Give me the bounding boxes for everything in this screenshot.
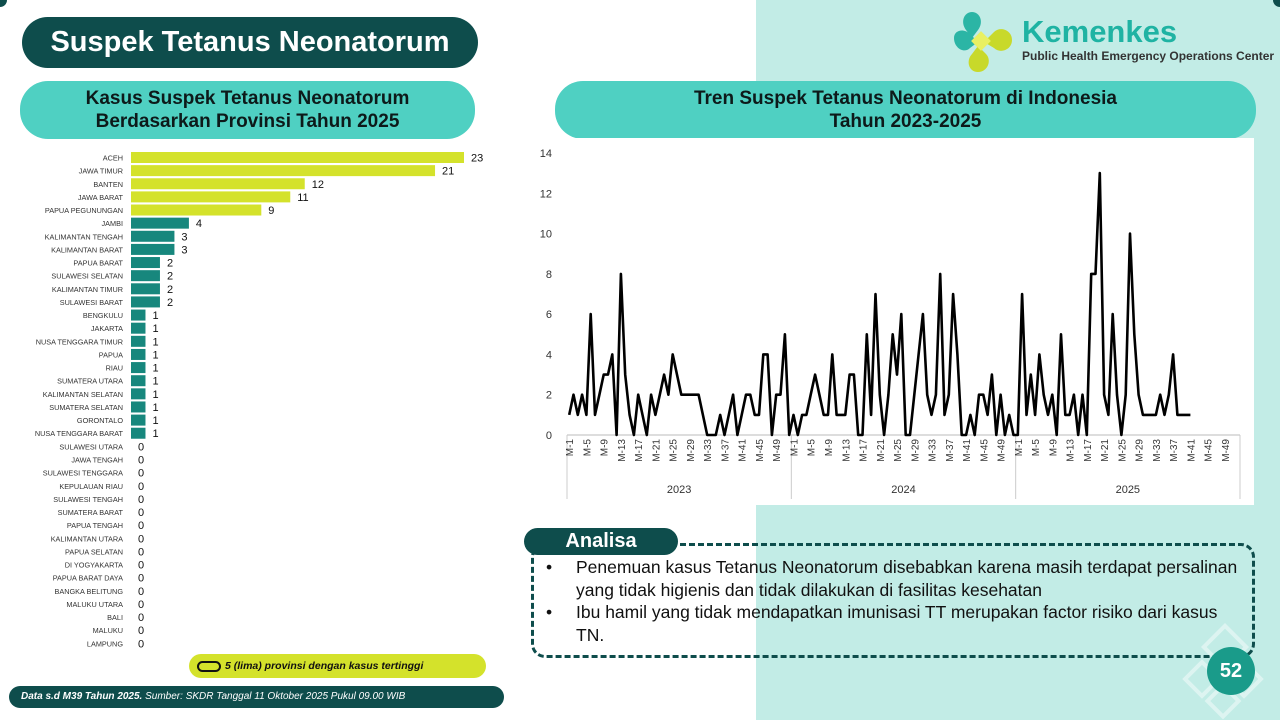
bar-value-label: 0 xyxy=(138,559,145,572)
bar-value-label: 1 xyxy=(152,428,159,441)
bar-value-label: 1 xyxy=(152,401,159,414)
bar xyxy=(131,165,435,176)
week-tick-label: M-45 xyxy=(979,439,991,462)
bar-value-label: 0 xyxy=(138,612,145,625)
bar-category-label: PAPUA SELATAN xyxy=(65,547,123,557)
bar-category-label: BANGKA BELITUNG xyxy=(54,586,123,596)
bar-value-label: 1 xyxy=(152,375,159,388)
bar-value-label: 4 xyxy=(195,218,203,231)
logo-name: Kemenkes xyxy=(1022,14,1178,49)
week-tick-label: M-13 xyxy=(841,439,853,462)
bar-category-label: ACEH xyxy=(102,153,123,163)
analysis-point: • Penemuan kasus Tetanus Neonatorum disebabkan karena masih terdapat persalinan yang tidak higienis dan tidak dilakukan di fasilitas kesehatan xyxy=(546,556,1246,601)
bar-category-label: JAMBI xyxy=(101,219,123,229)
bar-value-label: 2 xyxy=(166,296,174,309)
bar-category-label: JAWA TENGAH xyxy=(71,455,123,465)
bar xyxy=(131,388,145,399)
week-tick-label: M-17 xyxy=(634,439,646,462)
legend-note xyxy=(189,654,486,678)
bar-value-label: 1 xyxy=(152,336,159,349)
bar-category-label: SUMATERA BARAT xyxy=(57,508,123,518)
bar-category-label: SULAWESI TENGGARA xyxy=(42,468,123,478)
week-tick-label: M-9 xyxy=(1048,439,1060,457)
bar-category-label: SULAWESI UTARA xyxy=(59,442,123,452)
bar-heading-line1: Kasus Suspek Tetanus Neonatorum xyxy=(85,88,410,109)
bar-category-label: MALUKU UTARA xyxy=(66,599,123,609)
bar xyxy=(131,296,160,307)
week-tick-label: M-49 xyxy=(1220,439,1232,462)
bar-value-label: 0 xyxy=(138,585,145,598)
logo-subtitle: Public Health Emergency Operations Center xyxy=(1022,49,1275,63)
bar-category-label: KEPULAUAN RIAU xyxy=(59,481,123,491)
kemenkes-logo-icon xyxy=(950,8,1018,76)
week-tick-label: M-49 xyxy=(996,439,1008,462)
bar-category-label: JAWA TIMUR xyxy=(78,166,123,176)
bar xyxy=(131,231,174,242)
week-tick-label: M-1 xyxy=(1013,439,1025,457)
week-tick-label: M-9 xyxy=(599,439,611,457)
bar xyxy=(131,244,174,255)
page-title: Suspek Tetanus Neonatorum xyxy=(22,17,478,68)
bar-category-label: KALIMANTAN TENGAH xyxy=(44,232,123,242)
y-tick-label: 2 xyxy=(545,389,552,402)
bar-value-label: 0 xyxy=(138,625,145,638)
week-tick-label: M-37 xyxy=(944,439,956,462)
bar-value-label: 0 xyxy=(138,533,145,546)
bar-category-label: SUMATERA UTARA xyxy=(57,376,123,386)
bar-value-label: 0 xyxy=(138,572,145,585)
bar xyxy=(131,362,145,373)
bar-value-label: 2 xyxy=(166,257,174,270)
bar-category-label: PAPUA PEGUNUNGAN xyxy=(44,206,123,216)
year-label: 2023 xyxy=(666,484,692,496)
bar-category-label: LAMPUNG xyxy=(86,639,123,649)
bar-value-label: 0 xyxy=(138,493,145,506)
trend-heading-line2: Tahun 2023-2025 xyxy=(829,111,982,132)
bar xyxy=(131,310,145,321)
week-tick-label: M-29 xyxy=(1134,439,1146,462)
week-tick-label: M-33 xyxy=(927,439,939,462)
footer-source xyxy=(9,686,504,708)
week-tick-label: M-5 xyxy=(1031,439,1043,457)
y-tick-label: 0 xyxy=(545,430,552,442)
week-tick-label: M-17 xyxy=(1082,439,1094,462)
bar-chart-heading xyxy=(20,81,475,139)
analysis-list xyxy=(546,556,1246,646)
week-tick-label: M-29 xyxy=(685,439,697,462)
bar-value-label: 0 xyxy=(138,480,145,493)
week-tick-label: M-29 xyxy=(910,439,922,462)
week-tick-label: M-41 xyxy=(737,439,749,462)
province-bar-chart xyxy=(0,150,500,660)
bar-category-label: PAPUA xyxy=(98,350,123,360)
y-tick-label: 12 xyxy=(539,188,552,201)
bar-category-label: SULAWESI BARAT xyxy=(59,297,123,307)
bar xyxy=(131,415,145,426)
legend-note-text: 5 (lima) provinsi dengan kasus tertinggi xyxy=(225,660,424,672)
bar-category-label: SULAWESI TENGAH xyxy=(53,494,123,504)
week-tick-label: M-41 xyxy=(1186,439,1198,462)
bar-category-label: PAPUA BARAT DAYA xyxy=(52,573,123,583)
bar-heading-line2: Berdasarkan Provinsi Tahun 2025 xyxy=(95,111,400,132)
bar-value-label: 23 xyxy=(471,152,484,165)
week-tick-label: M-25 xyxy=(893,439,905,462)
trend-heading-line1: Tren Suspek Tetanus Neonatorum di Indonesia xyxy=(693,88,1117,109)
week-tick-label: M-13 xyxy=(1065,439,1077,462)
y-tick-label: 8 xyxy=(545,268,552,281)
bar-category-label: KALIMANTAN UTARA xyxy=(50,534,123,544)
bar-category-label: SULAWESI SELATAN xyxy=(51,271,123,281)
bar xyxy=(131,336,145,347)
week-tick-label: M-1 xyxy=(565,439,577,457)
bar-value-label: 1 xyxy=(152,388,159,401)
bar-value-label: 3 xyxy=(181,231,188,244)
bar-value-label: 21 xyxy=(442,165,455,178)
week-tick-label: M-17 xyxy=(858,439,870,462)
bar-category-label: NUSA TENGGARA TIMUR xyxy=(35,337,123,347)
bar-category-label: KALIMANTAN TIMUR xyxy=(51,284,123,294)
bar-value-label: 2 xyxy=(166,270,174,283)
bar xyxy=(131,270,160,281)
bar-value-label: 0 xyxy=(138,520,145,533)
bar-value-label: 0 xyxy=(138,441,145,454)
corner-dot xyxy=(0,0,7,7)
week-tick-label: M-21 xyxy=(651,439,663,462)
week-tick-label: M-33 xyxy=(1151,439,1163,462)
bar xyxy=(131,283,160,294)
bar-category-label: BANTEN xyxy=(93,179,123,189)
bar-value-label: 0 xyxy=(138,598,145,611)
bar-category-label: GORONTALO xyxy=(76,416,123,426)
bar xyxy=(131,218,189,229)
week-tick-label: M-9 xyxy=(824,439,836,457)
bar-value-label: 11 xyxy=(297,191,309,204)
week-tick-label: M-25 xyxy=(1117,439,1129,462)
bar xyxy=(131,178,305,189)
bar-category-label: RIAU xyxy=(105,363,123,373)
bar-value-label: 0 xyxy=(138,546,145,559)
bar-category-label: JAWA BARAT xyxy=(77,192,123,202)
bar-value-label: 1 xyxy=(152,362,159,375)
trend-chart-card xyxy=(528,138,1254,505)
bar xyxy=(131,428,145,439)
week-tick-label: M-5 xyxy=(806,439,818,457)
analysis-tag: Analisa xyxy=(524,528,678,555)
footer-bold: Data s.d M39 Tahun 2025. xyxy=(21,691,143,702)
bar-value-label: 1 xyxy=(152,415,159,428)
year-label: 2024 xyxy=(891,484,916,496)
week-tick-label: M-37 xyxy=(1169,439,1181,462)
bar xyxy=(131,257,160,268)
bar-value-label: 0 xyxy=(138,507,145,520)
bar-category-label: SUMATERA SELATAN xyxy=(49,402,123,412)
bar-category-label: KALIMANTAN SELATAN xyxy=(42,389,123,399)
bar xyxy=(131,152,464,163)
bar-category-label: BENGKULU xyxy=(82,311,123,321)
bar-value-label: 12 xyxy=(311,178,324,191)
bar-category-label: PAPUA TENGAH xyxy=(66,521,123,531)
bar-category-label: BALI xyxy=(107,613,123,623)
week-tick-label: M-21 xyxy=(875,439,887,462)
trend-line-chart xyxy=(528,138,1254,505)
logo xyxy=(950,8,1275,78)
week-tick-label: M-1 xyxy=(789,439,801,457)
trend-series-line xyxy=(569,173,1190,435)
week-tick-label: M-45 xyxy=(1203,439,1215,462)
bar-value-label: 9 xyxy=(268,205,275,218)
bar-category-label: PAPUA BARAT xyxy=(73,258,123,268)
week-tick-label: M-25 xyxy=(668,439,680,462)
week-tick-label: M-41 xyxy=(962,439,974,462)
bar-value-label: 0 xyxy=(138,467,145,480)
y-tick-label: 10 xyxy=(539,228,552,241)
footer-rest: Sumber: SKDR Tanggal 11 Oktober 2025 Pukul 09.00 WIB xyxy=(142,691,406,702)
bar-value-label: 1 xyxy=(152,323,159,336)
bar xyxy=(131,375,145,386)
trend-chart-heading xyxy=(555,81,1256,139)
week-tick-label: M-33 xyxy=(703,439,715,462)
bar-category-label: JAKARTA xyxy=(90,324,123,334)
bar-value-label: 2 xyxy=(166,283,174,296)
week-tick-label: M-37 xyxy=(720,439,732,462)
week-tick-label: M-45 xyxy=(754,439,766,462)
y-tick-label: 4 xyxy=(545,349,552,362)
bar xyxy=(131,349,145,360)
y-tick-label: 6 xyxy=(545,309,552,322)
bar xyxy=(131,205,261,216)
y-tick-label: 14 xyxy=(539,148,552,160)
bar xyxy=(131,401,145,412)
bar-category-label: MALUKU xyxy=(92,626,123,636)
bar-value-label: 1 xyxy=(152,349,159,362)
analysis-point: • Ibu hamil yang tidak mendapatkan imunisasi TT merupakan factor risiko dari kasus TN. xyxy=(546,601,1246,646)
bar-value-label: 0 xyxy=(138,454,145,467)
week-tick-label: M-13 xyxy=(616,439,628,462)
bar-value-label: 3 xyxy=(181,244,188,257)
page-number: 52 xyxy=(1207,647,1255,695)
bar xyxy=(131,191,290,202)
bar-category-label: DI YOGYAKARTA xyxy=(64,560,123,570)
bar-category-label: KALIMANTAN BARAT xyxy=(51,245,123,255)
week-tick-label: M-49 xyxy=(772,439,784,462)
highlight-swatch-icon xyxy=(197,661,221,672)
bar-value-label: 0 xyxy=(138,638,145,651)
bar-value-label: 1 xyxy=(152,310,159,323)
week-tick-label: M-21 xyxy=(1100,439,1112,462)
year-label: 2025 xyxy=(1115,484,1141,496)
bar xyxy=(131,323,145,334)
bar-category-label: NUSA TENGGARA BARAT xyxy=(34,429,123,439)
week-tick-label: M-5 xyxy=(582,439,594,457)
